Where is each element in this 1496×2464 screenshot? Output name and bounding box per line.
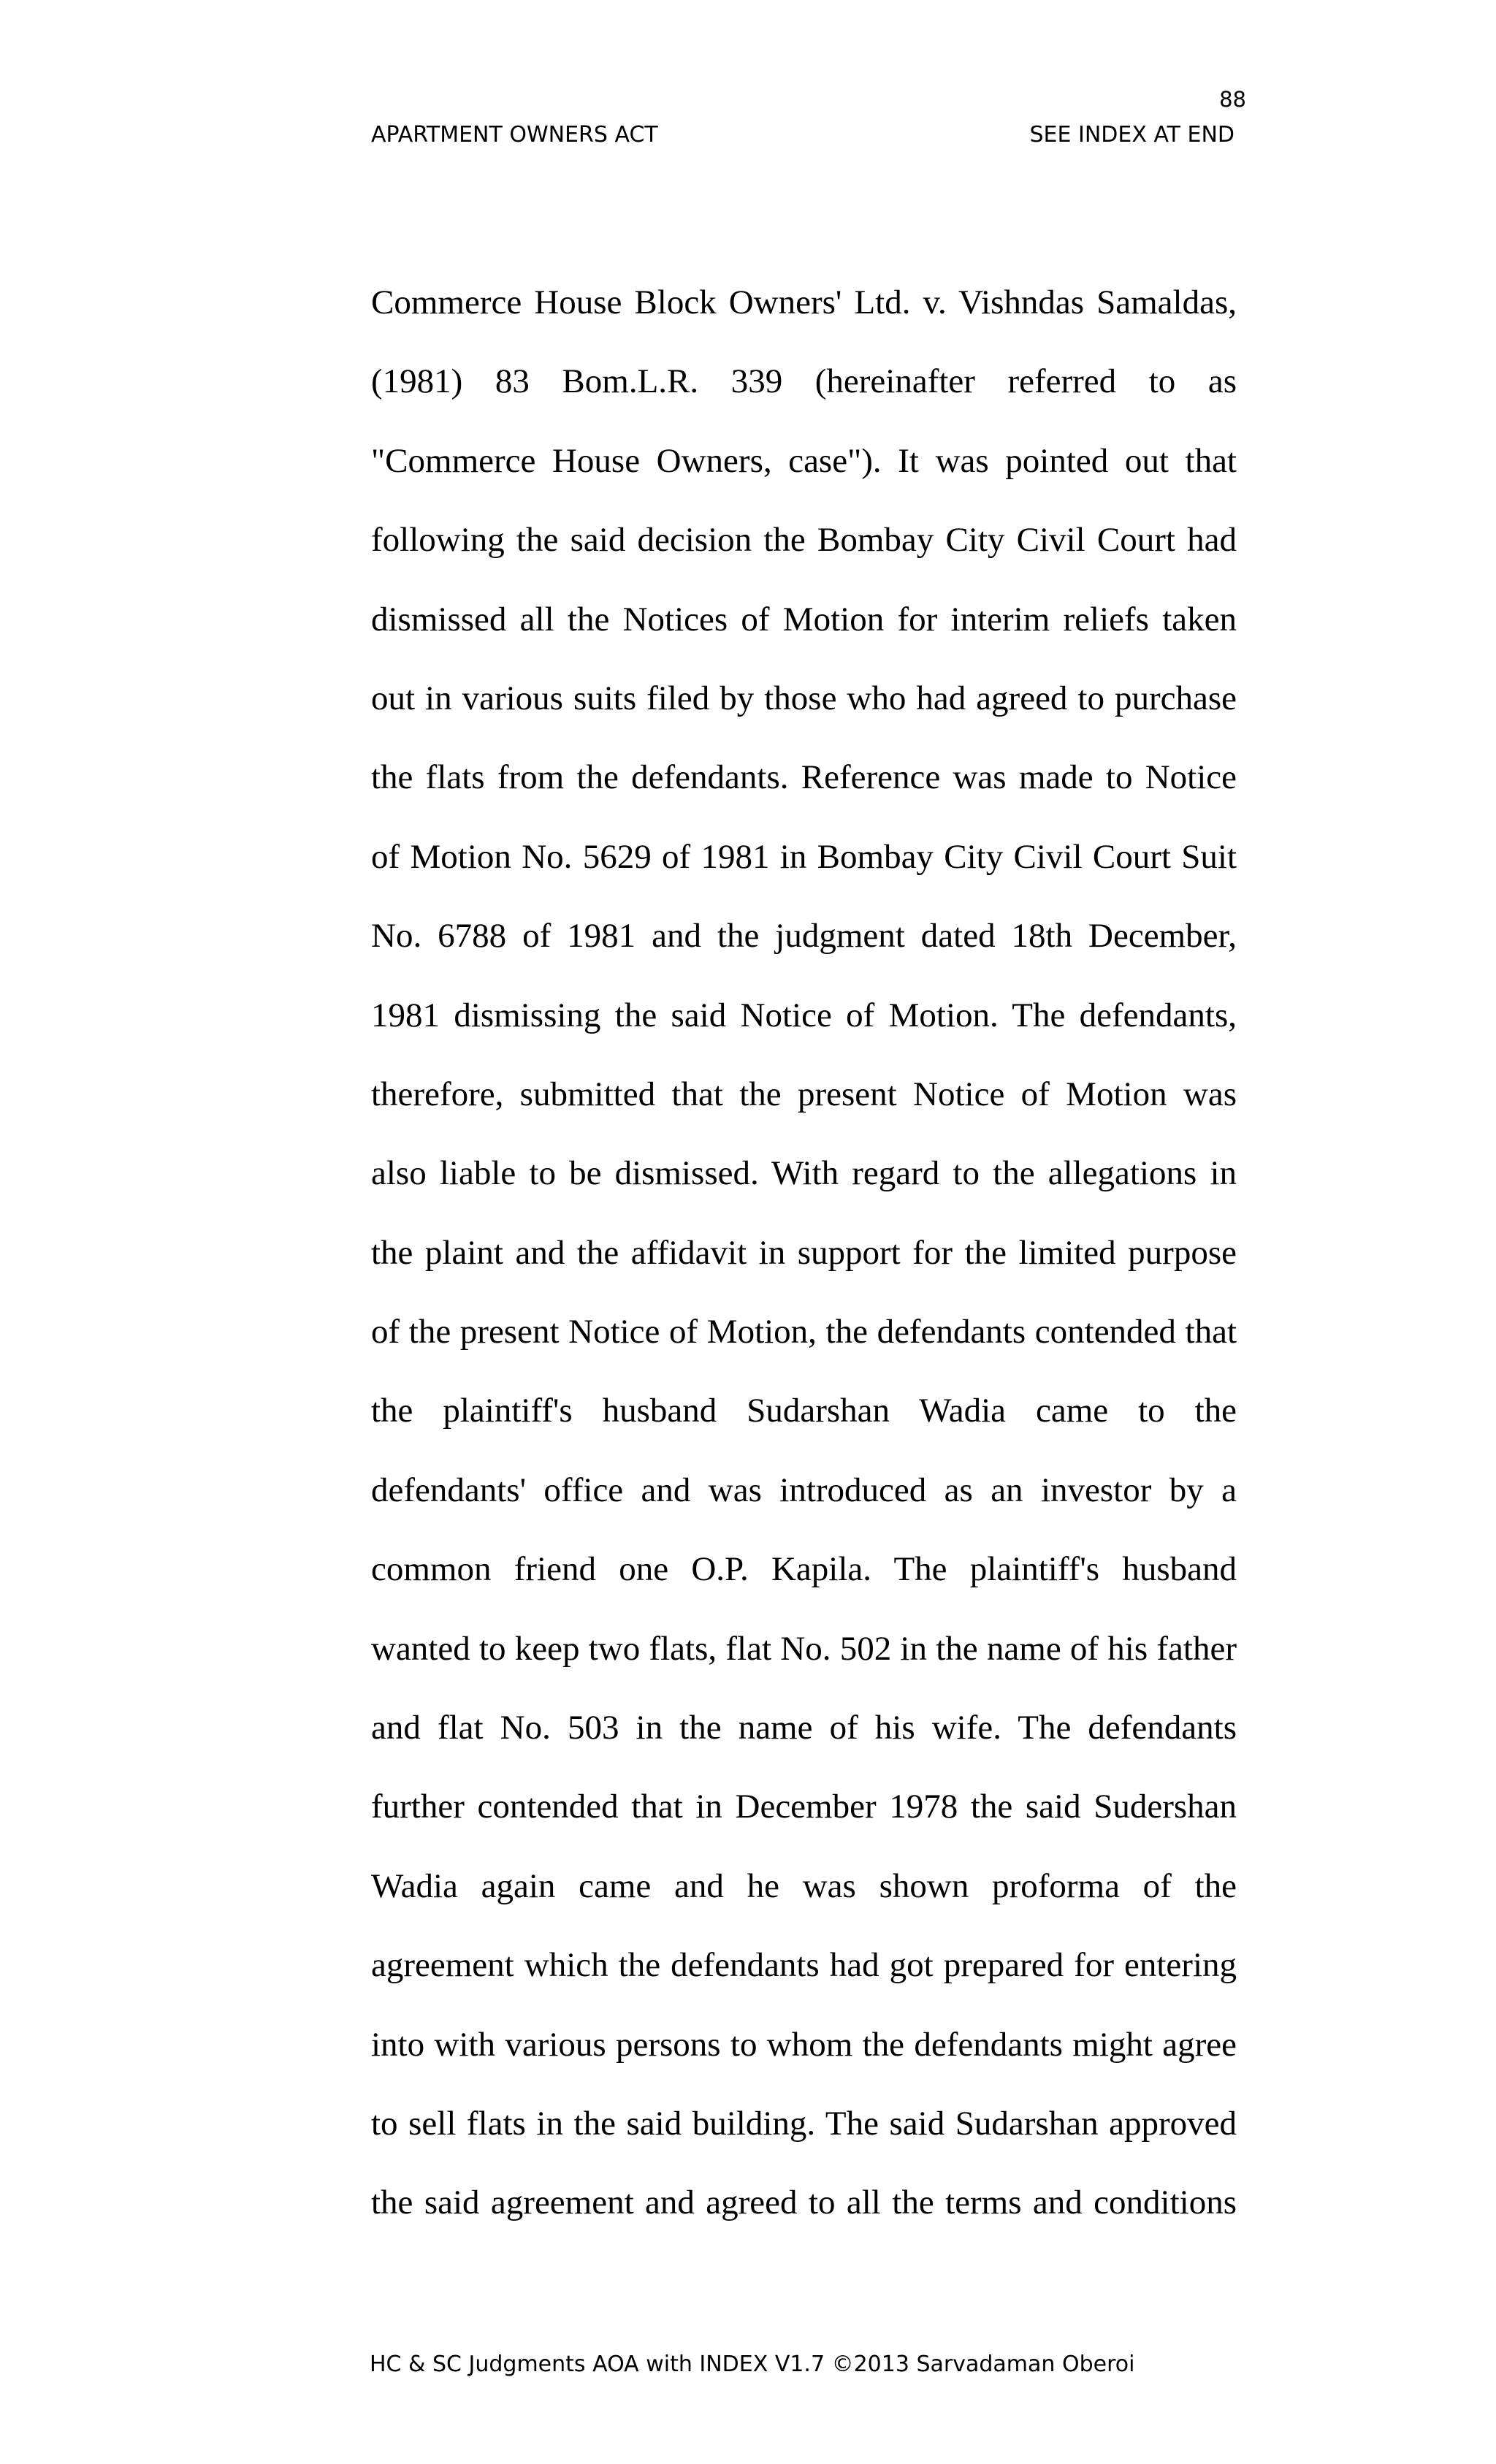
text-line: the plaint and the affidavit in support for the limited purpose [371,1233,1237,1272]
text-line: to sell flats in the said building. The said Sudarshan approved [371,2104,1237,2143]
text-line: Wadia again came and he was shown proforma of the [371,1866,1237,1905]
footer-copyright: HC & SC Judgments AOA with INDEX V1.7 ©2013 Sarvadaman Oberoi [370,2352,1135,2377]
text-line: common friend one O.P. Kapila. The plaintiff's husband [371,1550,1237,1589]
text-line: also liable to be dismissed. With regard to the allegations in [371,1154,1237,1193]
running-header [371,124,1234,146]
text-line: dismissed all the Notices of Motion for interim reliefs taken [371,600,1237,638]
header-title: APARTMENT OWNERS ACT [371,122,658,148]
header-index-note: SEE INDEX AT END [1029,122,1234,148]
text-line: further contended that in December 1978 the said Sudershan [371,1788,1237,1826]
text-line: following the said decision the Bombay City Civil Court had [371,521,1237,560]
judgment-text [371,263,1237,2243]
text-line: agreement which the defendants had got prepared for entering [371,1946,1237,1985]
text-line: (1981) 83 Bom.L.R. 339 (hereinafter referred to as [371,362,1237,401]
text-line: of the present Notice of Motion, the defendants contended that [371,1313,1237,1351]
text-line: into with various persons to whom the defendants might agree [371,2025,1237,2064]
text-line: the plaintiff's husband Sudarshan Wadia came to the [371,1392,1237,1430]
text-line: therefore, submitted that the present Notice of Motion was [371,1075,1237,1113]
text-line: of Motion No. 5629 of 1981 in Bombay City Civil Court Suit [371,837,1237,876]
text-line: "Commerce House Owners, case"). It was pointed out that [371,441,1237,480]
text-line: defendants' office and was introduced as an investor by a [371,1471,1237,1509]
text-line: out in various suits filed by those who had agreed to purchase [371,679,1237,717]
text-line: Commerce House Block Owners' Ltd. v. Vishndas Samaldas, [371,283,1237,321]
text-line: No. 6788 of 1981 and the judgment dated 18th December, [371,917,1237,956]
text-line: and flat No. 503 in the name of his wife. The defendants [371,1709,1237,1747]
page-number: 88 [1219,87,1246,112]
text-line: the said agreement and agreed to all the terms and conditions [371,2183,1237,2222]
text-line: wanted to keep two flats, flat No. 502 in the name of his father [371,1629,1237,1668]
text-line: 1981 dismissing the said Notice of Motion. The defendants, [371,996,1237,1034]
text-line: the flats from the defendants. Reference was made to Notice [371,758,1237,797]
